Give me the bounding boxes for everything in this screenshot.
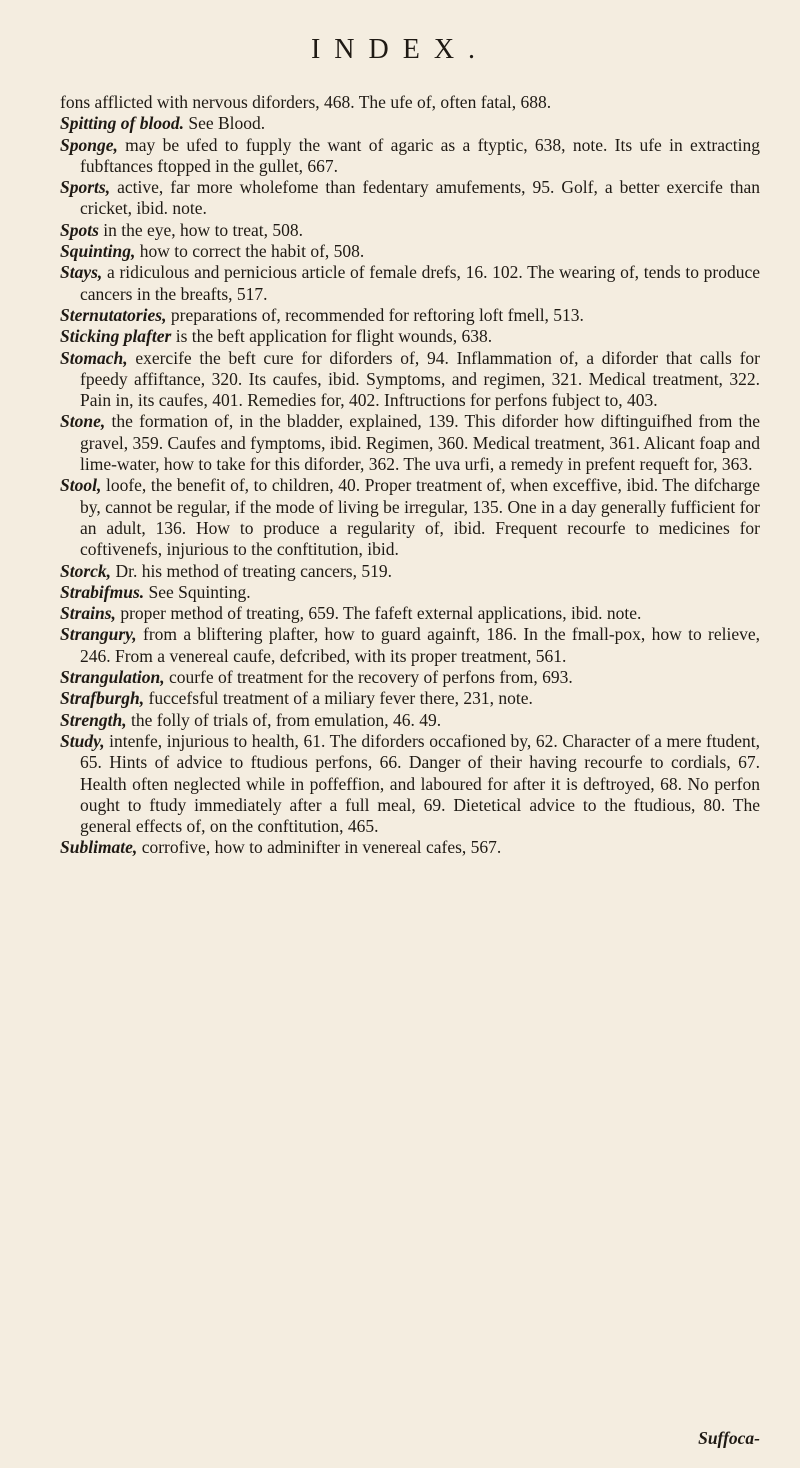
entry-term: Strangury, — [60, 624, 137, 645]
entry-text: a ridiculous and pernicious article of female drefs, 16. 102. The wearing of, tends to produce cancers in the breafts, 517. — [80, 262, 760, 304]
entry-term: Strength, — [60, 709, 127, 730]
entry-term: Storck, — [60, 560, 112, 581]
entry-term: Sublimate, — [60, 837, 138, 858]
entry-term: Study, — [60, 730, 105, 751]
entry-text: fons afflicted with nervous diforders, 468. The ufe of, often fatal, 688. — [60, 92, 552, 112]
entry-text: from a bliftering plafter, how to guard againft, 186. In the fmall-pox, how to relieve, 246. From a venereal caufe, defcribed, with its proper treatment, 561. — [80, 624, 760, 666]
entry-text: active, far more wholefome than fedentary amufements, 95. Golf, a better exercife than cricket, ibid. note. — [80, 177, 760, 219]
index-entry — [60, 305, 760, 326]
entry-text: the folly of trials of, from emulation, 46. 49. — [126, 709, 442, 730]
index-entry — [60, 731, 760, 837]
index-entry — [60, 326, 760, 347]
index-entry — [60, 241, 760, 262]
entry-text: is the beft application for flight wounds, 638. — [171, 326, 493, 347]
entry-term: Stool, — [60, 475, 102, 496]
entry-term: Stomach, — [60, 347, 128, 368]
index-entry — [60, 220, 760, 241]
index-entry — [60, 667, 760, 688]
index-entry — [60, 475, 760, 560]
index-entry — [60, 411, 760, 475]
entry-term: Strabifmus. — [60, 581, 145, 602]
entry-text: loofe, the benefit of, to children, 40. Proper treatment of, when exceffive, ibid. The difcharge by, cannot be regular, if the mode of living be irregular, 135. One in a day generally fufficient for an adult, 136. How to produce a regularity of, ibid. Frequent recourfe to medicines for coftivenefs, injurious to the conftitution, ibid. — [80, 475, 760, 560]
entry-text: fuccefsful treatment of a miliary fever there, 231, note. — [144, 688, 533, 709]
entry-term: Stays, — [60, 262, 103, 283]
catchword: Suffoca- — [698, 1428, 760, 1448]
index-entries — [60, 92, 760, 859]
entry-term: Stone, — [60, 411, 106, 432]
entry-term: Sternutatories, — [60, 304, 167, 325]
entry-text: how to correct the habit of, 508. — [135, 241, 365, 262]
entry-text: preparations of, recommended for reftoring loft fmell, 513. — [166, 304, 584, 325]
entry-term: Strangulation, — [60, 667, 165, 688]
index-entry — [60, 561, 760, 582]
entry-term: Sponge, — [60, 134, 118, 155]
index-entry — [60, 135, 760, 178]
index-entry — [60, 262, 760, 305]
entry-text: exercife the beft cure for diforders of, 94. Inflammation of, a diforder that calls for fpeedy affiftance, 320. Its caufes, ibid. Symptoms, and regimen, 321. Medical treatment, 322. Pain in, its caufes, 401. Remedies for, 402. Inftructions for perfons fubject to, 403. — [80, 347, 760, 411]
index-entry — [60, 92, 760, 113]
index-entry — [60, 348, 760, 412]
entry-text: See Squinting. — [144, 581, 251, 602]
index-entry — [60, 113, 760, 134]
index-entry — [60, 624, 760, 667]
entry-term: Sports, — [60, 177, 111, 198]
entry-text: the formation of, in the bladder, explained, 139. This diforder how diftinguifhed from the gravel, 359. Caufes and fymptoms, ibid. Regimen, 360. Medical treatment, 361. Alicant foap and lime-water, how to take for this diforder, 362. The uva urfi, a remedy in prefent requeft for, 363. — [80, 411, 760, 475]
entry-term: Strafburgh, — [60, 688, 145, 709]
index-entry — [60, 582, 760, 603]
entry-term: Sticking plafter — [60, 326, 172, 347]
entry-text: in the eye, how to treat, 508. — [98, 219, 304, 240]
index-entry — [60, 710, 760, 731]
entry-text: See Blood. — [183, 113, 266, 134]
entry-text: intenfe, injurious to health, 61. The diforders occafioned by, 62. Character of a mere ftudent, 65. Hints of advice to ftudious perfons, 66. Danger of their having recourfe to cordials, 67. Health often neglected while in poffeffion, and laboured for after it is deftroyed, 68. No perfon ought to ftudy immediately after a full meal, 69. Dietetical advice to the ftudious, 80. The general effects of, on the conftitution, 465. — [80, 730, 760, 837]
index-entry — [60, 837, 760, 858]
entry-term: Spots — [60, 219, 99, 240]
entry-term: Spitting of blood. — [60, 113, 184, 134]
entry-text: courfe of treatment for the recovery of perfons from, 693. — [164, 667, 573, 688]
entry-text: may be ufed to fupply the want of agaric as a ftyptic, 638, note. Its ufe in extracting fubftances ftopped in the gullet, 667. — [80, 134, 760, 176]
running-header: INDEX. — [310, 34, 490, 65]
entry-term: Strains, — [60, 603, 116, 624]
index-entry — [60, 177, 760, 220]
index-entry — [60, 603, 760, 624]
entry-text: Dr. his method of treating cancers, 519. — [111, 560, 392, 581]
entry-text: proper method of treating, 659. The fafeft external applications, ibid. note. — [115, 603, 642, 624]
entry-term: Squinting, — [60, 241, 136, 262]
index-entry — [60, 688, 760, 709]
entry-text: corrofive, how to adminifter in venereal cafes, 567. — [137, 837, 502, 858]
